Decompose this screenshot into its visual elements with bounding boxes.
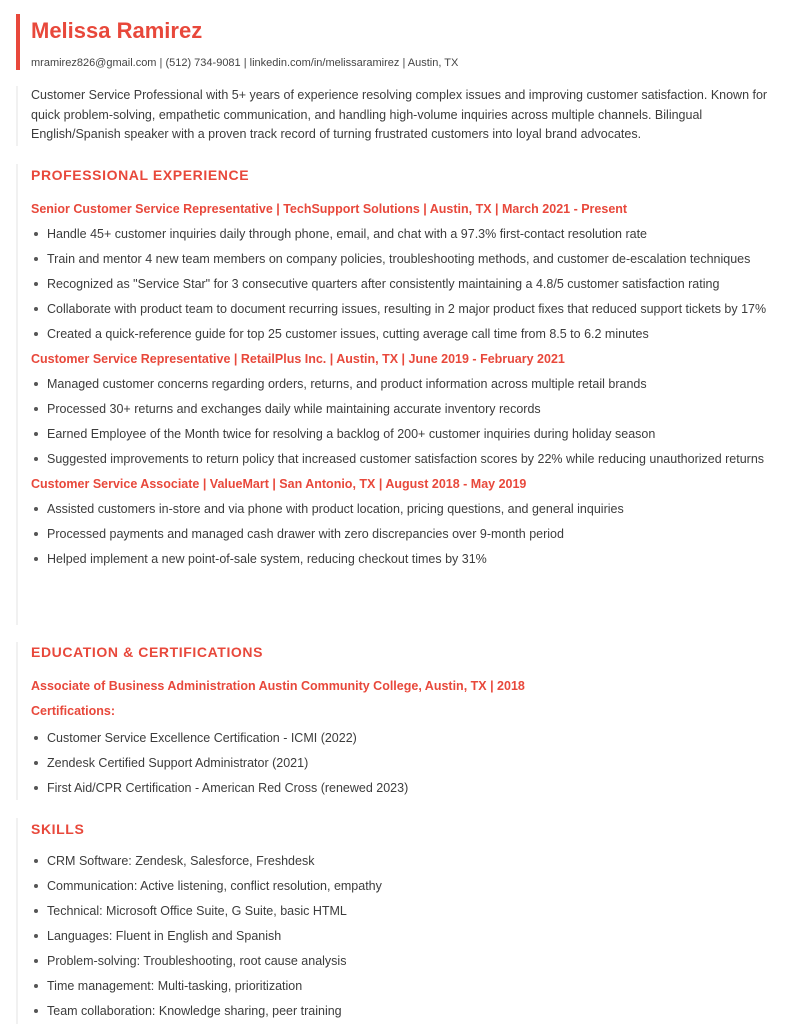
- list-item: First Aid/CPR Certification - American Red Cross (renewed 2023): [31, 779, 776, 797]
- list-item: Collaborate with product team to document recurring issues, resulting in 2 major product fixes that reduced support tickets by 17%: [31, 300, 776, 318]
- list-item: Processed payments and managed cash drawer with zero discrepancies over 9-month period: [31, 525, 776, 543]
- degree-heading: Associate of Business Administration Austin Community College, Austin, TX | 2018: [31, 679, 525, 693]
- list-item: Languages: Fluent in English and Spanish: [31, 927, 776, 945]
- job-bullets: [31, 375, 776, 468]
- list-item: Time management: Multi-tasking, prioritization: [31, 977, 776, 995]
- job-heading: Customer Service Representative | RetailPlus Inc. | Austin, TX | June 2019 - February 2021: [31, 352, 565, 366]
- list-item: Earned Employee of the Month twice for resolving a backlog of 200+ customer inquiries during holiday season: [31, 425, 776, 443]
- section-title-education: EDUCATION & CERTIFICATIONS: [31, 644, 264, 660]
- skills-list: [31, 852, 776, 1020]
- section-title-skills: SKILLS: [31, 821, 85, 837]
- list-item: Assisted customers in-store and via phone with product location, pricing questions, and general inquiries: [31, 500, 776, 518]
- list-item: Zendesk Certified Support Administrator (2021): [31, 754, 776, 772]
- skills-section: [16, 818, 776, 1024]
- list-item: Suggested improvements to return policy that increased customer satisfaction scores by 22% while reducing unauthorized returns: [31, 450, 776, 468]
- list-item: Technical: Microsoft Office Suite, G Suite, basic HTML: [31, 902, 776, 920]
- resume-header: [16, 14, 776, 70]
- list-item: Created a quick-reference guide for top 25 customer issues, cutting average call time from 8.5 to 6.2 minutes: [31, 325, 776, 343]
- section-title-experience: PROFESSIONAL EXPERIENCE: [31, 167, 250, 183]
- list-item: Problem-solving: Troubleshooting, root cause analysis: [31, 952, 776, 970]
- professional-summary: Customer Service Professional with 5+ years of experience resolving complex issues and improving customer satisfaction. Known for quick problem-solving, empathetic communication, and handling high-volume inquiries across multiple channels. Bilingual English/Spanish speaker with a proven track record of turning frustrated customers into loyal brand advocates.: [16, 86, 776, 146]
- list-item: Team collaboration: Knowledge sharing, peer training: [31, 1002, 776, 1020]
- job-bullets: [31, 500, 776, 568]
- certifications-label: Certifications:: [31, 704, 116, 718]
- experience-section: [16, 164, 776, 625]
- job-bullets: [31, 225, 776, 343]
- contact-line: mramirez826@gmail.com | (512) 734-9081 | linkedin.com/in/melissaramirez | Austin, TX: [31, 57, 459, 69]
- list-item: Handle 45+ customer inquiries daily through phone, email, and chat with a 97.3% first-contact resolution rate: [31, 225, 776, 243]
- list-item: Recognized as "Service Star" for 3 consecutive quarters after consistently maintaining a 4.8/5 customer satisfaction rating: [31, 275, 776, 293]
- list-item: Managed customer concerns regarding orders, returns, and product information across multiple retail brands: [31, 375, 776, 393]
- list-item: Customer Service Excellence Certification - ICMI (2022): [31, 729, 776, 747]
- job-heading: Customer Service Associate | ValueMart | San Antonio, TX | August 2018 - May 2019: [31, 477, 527, 491]
- candidate-name: Melissa Ramirez: [31, 18, 203, 43]
- list-item: Processed 30+ returns and exchanges daily while maintaining accurate inventory records: [31, 400, 776, 418]
- list-item: Train and mentor 4 new team members on company policies, troubleshooting methods, and customer de-escalation techniques: [31, 250, 776, 268]
- job-heading: Senior Customer Service Representative | TechSupport Solutions | Austin, TX | March 2021 - Present: [31, 202, 628, 216]
- list-item: CRM Software: Zendesk, Salesforce, Freshdesk: [31, 852, 776, 870]
- list-item: Communication: Active listening, conflict resolution, empathy: [31, 877, 776, 895]
- list-item: Helped implement a new point-of-sale system, reducing checkout times by 31%: [31, 550, 776, 568]
- certification-list: [31, 729, 776, 797]
- education-section: [16, 642, 776, 800]
